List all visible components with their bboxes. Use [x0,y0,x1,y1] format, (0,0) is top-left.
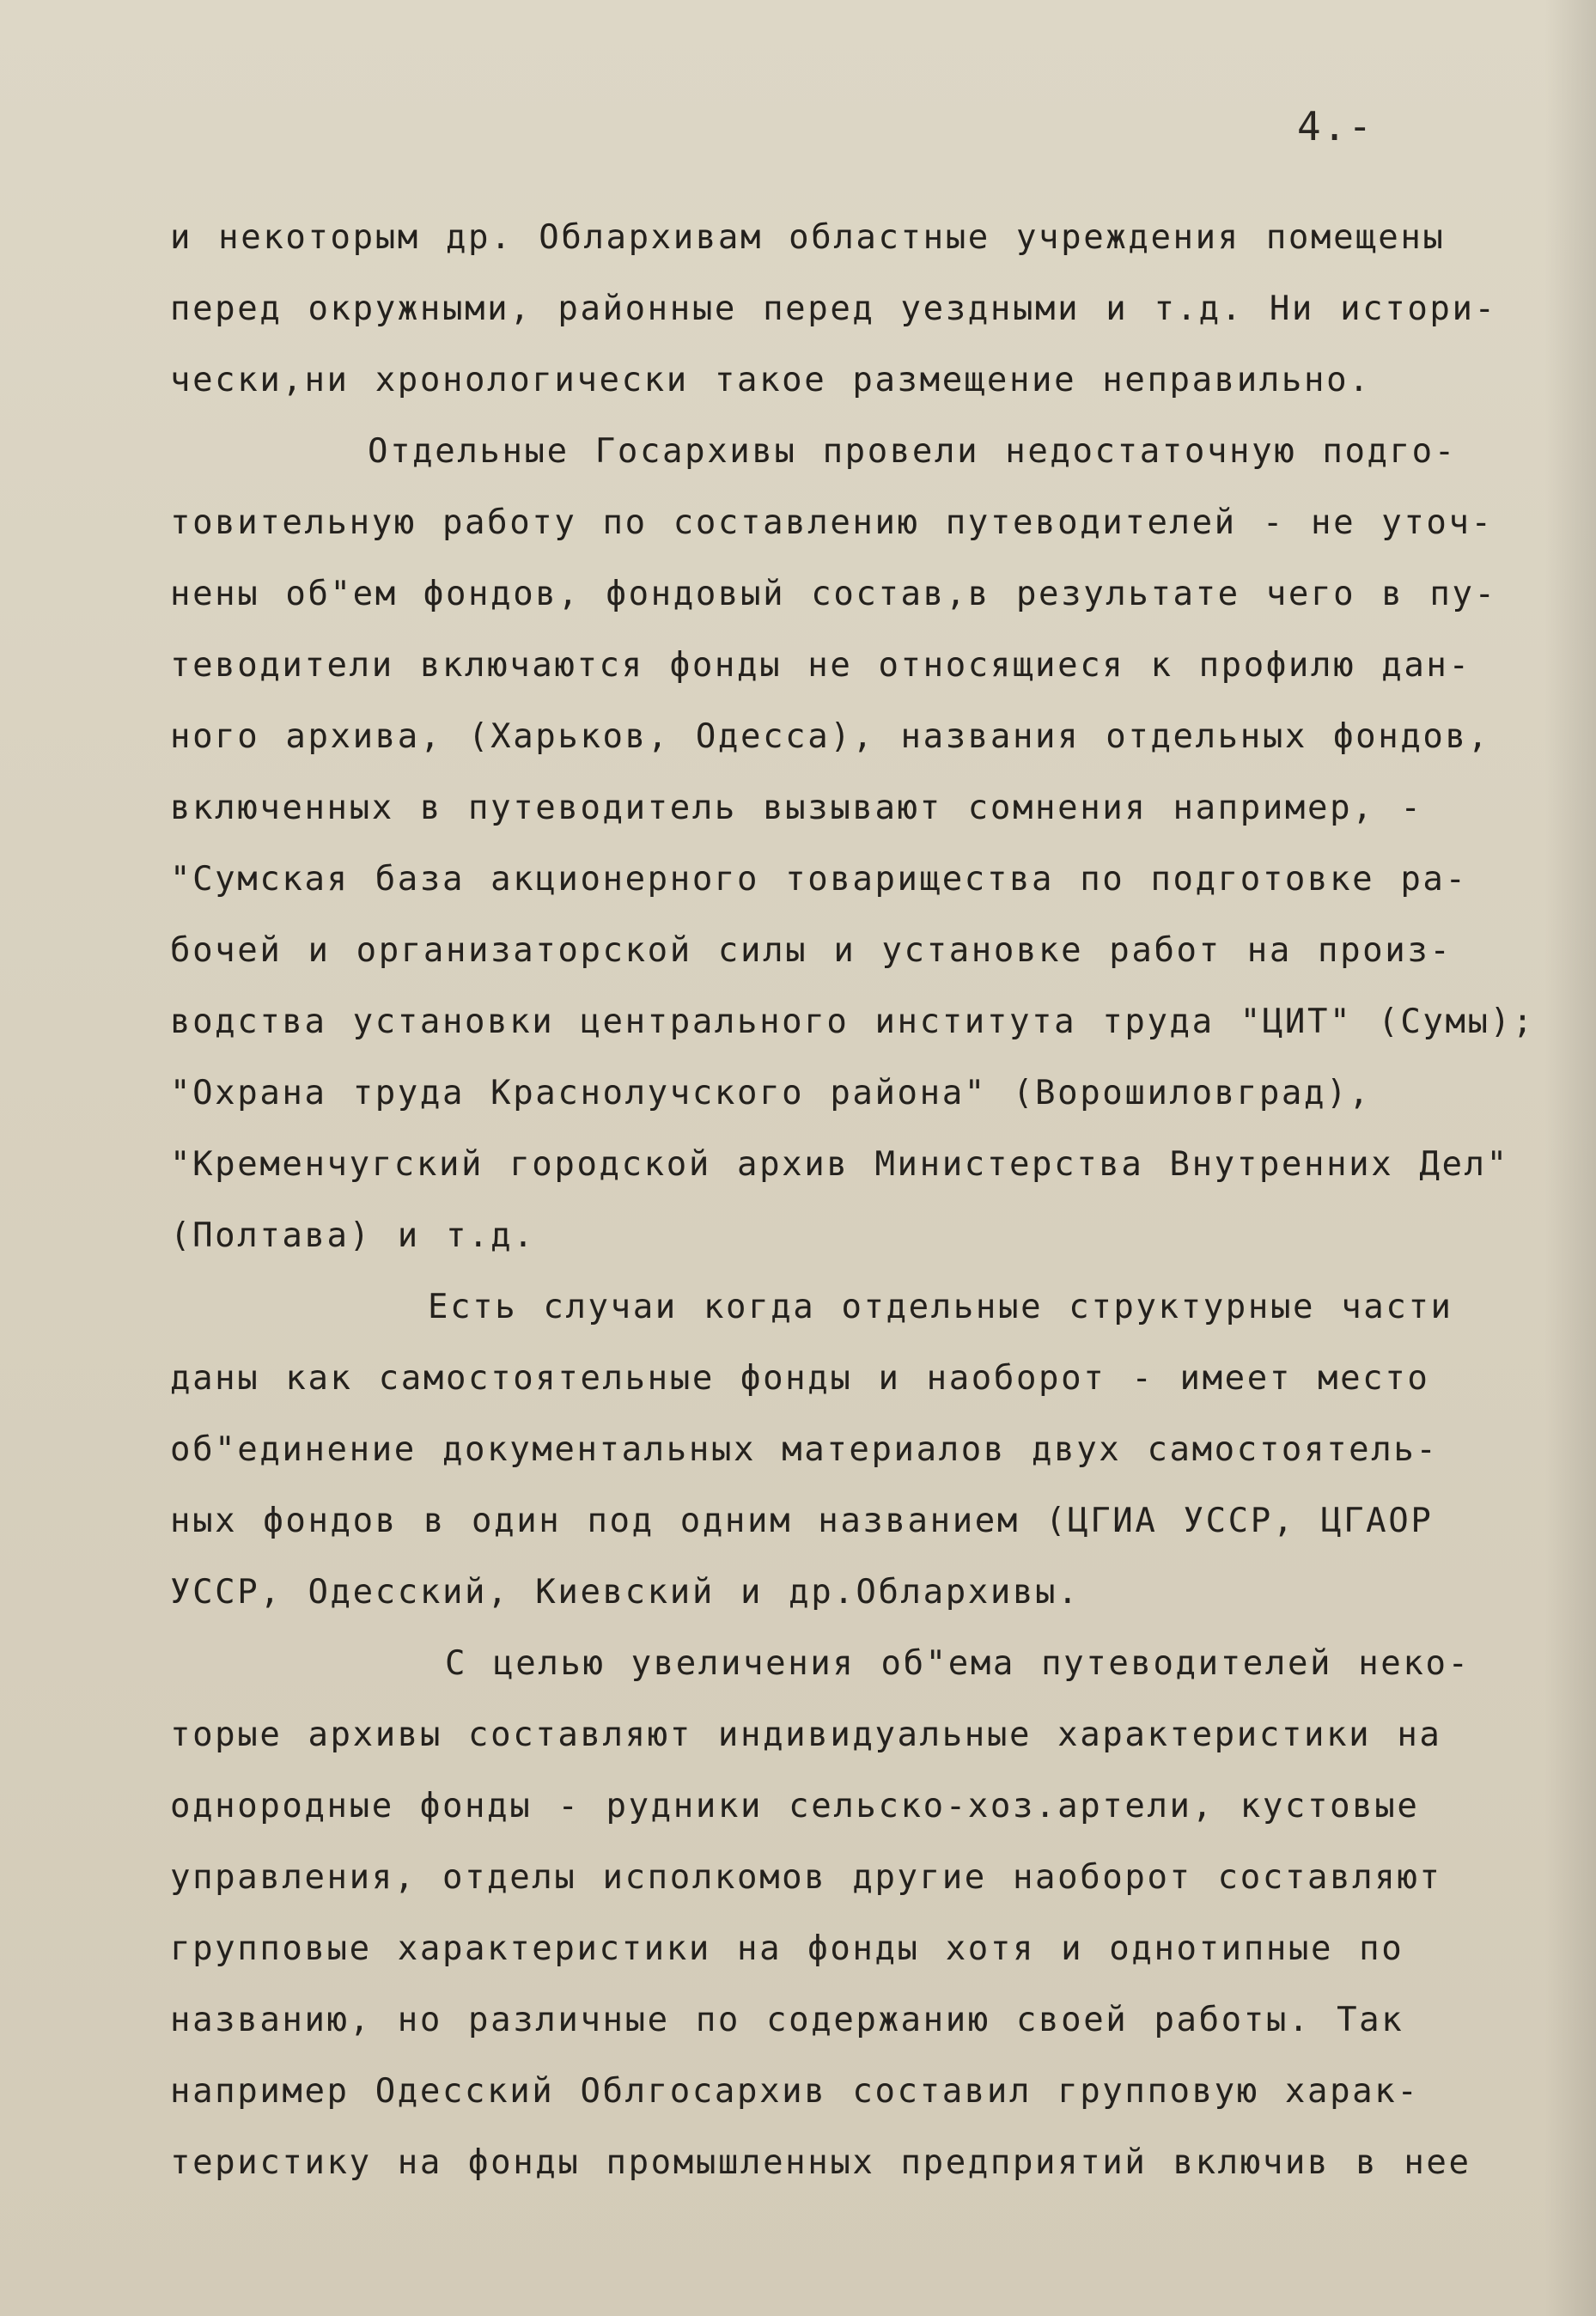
text-line: перед окружными, районные перед уездными и т.д. Ни истори- [170,290,1497,328]
text-line: включенных в путеводитель вызывают сомнения например, - [170,789,1423,827]
text-line: водства установки центрального института труда "ЦИТ" (Сумы); [170,1003,1535,1041]
text-line: ного архива, (Харьков, Одесса), названия отдельных фондов, [170,717,1490,756]
text-line: бочей и организаторской силы и установке работ на произ- [170,931,1453,970]
text-line: однородные фонды - рудники сельско-хоз.артели, кустовые [170,1787,1420,1825]
text-line: "Кременчугский городской архив Министерства Внутренних Дел" [170,1145,1509,1184]
text-line: названию, но различные по содержанию своей работы. Так [170,2001,1404,2039]
text-line: Отдельные Госархивы провели недостаточную подго- [368,432,1457,471]
typewritten-text [170,202,1535,2198]
text-line: даны как самостоятельные фонды и наоборот - имеет место [170,1359,1430,1398]
text-line: об"единение документальных материалов двух самостоятель- [170,1430,1439,1469]
text-line: чески,ни хронологически такое размещение неправильно. [170,361,1372,399]
text-line: управления, отделы исполкомов другие наоборот составляют [170,1858,1442,1897]
text-line: С целью увеличения об"ема путеводителей неко- [445,1644,1471,1683]
text-line: например Одесский Облгосархив составил групповую харак- [170,2072,1420,2111]
text-line: ных фондов в один под одним названием (ЦГИА УССР, ЦГАОР [170,1502,1434,1540]
text-line: УССР, Одесский, Киевский и др.Облархивы. [170,1573,1081,1612]
text-line: Есть случаи когда отдельные структурные части [428,1288,1453,1326]
text-line: "Сумская база акционерного товарищества по подготовке ра- [170,860,1468,899]
text-line: теристику на фонды промышленных предприятий включив в нее [170,2143,1471,2182]
text-line: (Полтава) и т.д. [170,1216,536,1255]
text-line: торые архивы составляют индивидуальные характеристики на [170,1716,1442,1754]
text-line: и некоторым др. Облархивам областные учреждения помещены [170,218,1446,257]
page-edge-shadow [1544,0,1596,2316]
page-number: 4.- [1297,103,1374,149]
text-line: товительную работу по составлению путеводителей - не уточ- [170,503,1494,542]
text-line: групповые характеристики на фонды хотя и однотипные по [170,1929,1404,1968]
text-line: "Охрана труда Краснолучского района" (Ворошиловград), [170,1074,1372,1112]
text-line: теводители включаются фонды не относящиеся к профилю дан- [170,646,1471,685]
text-line: нены об"ем фондов, фондовый состав,в результате чего в пу- [170,575,1497,613]
